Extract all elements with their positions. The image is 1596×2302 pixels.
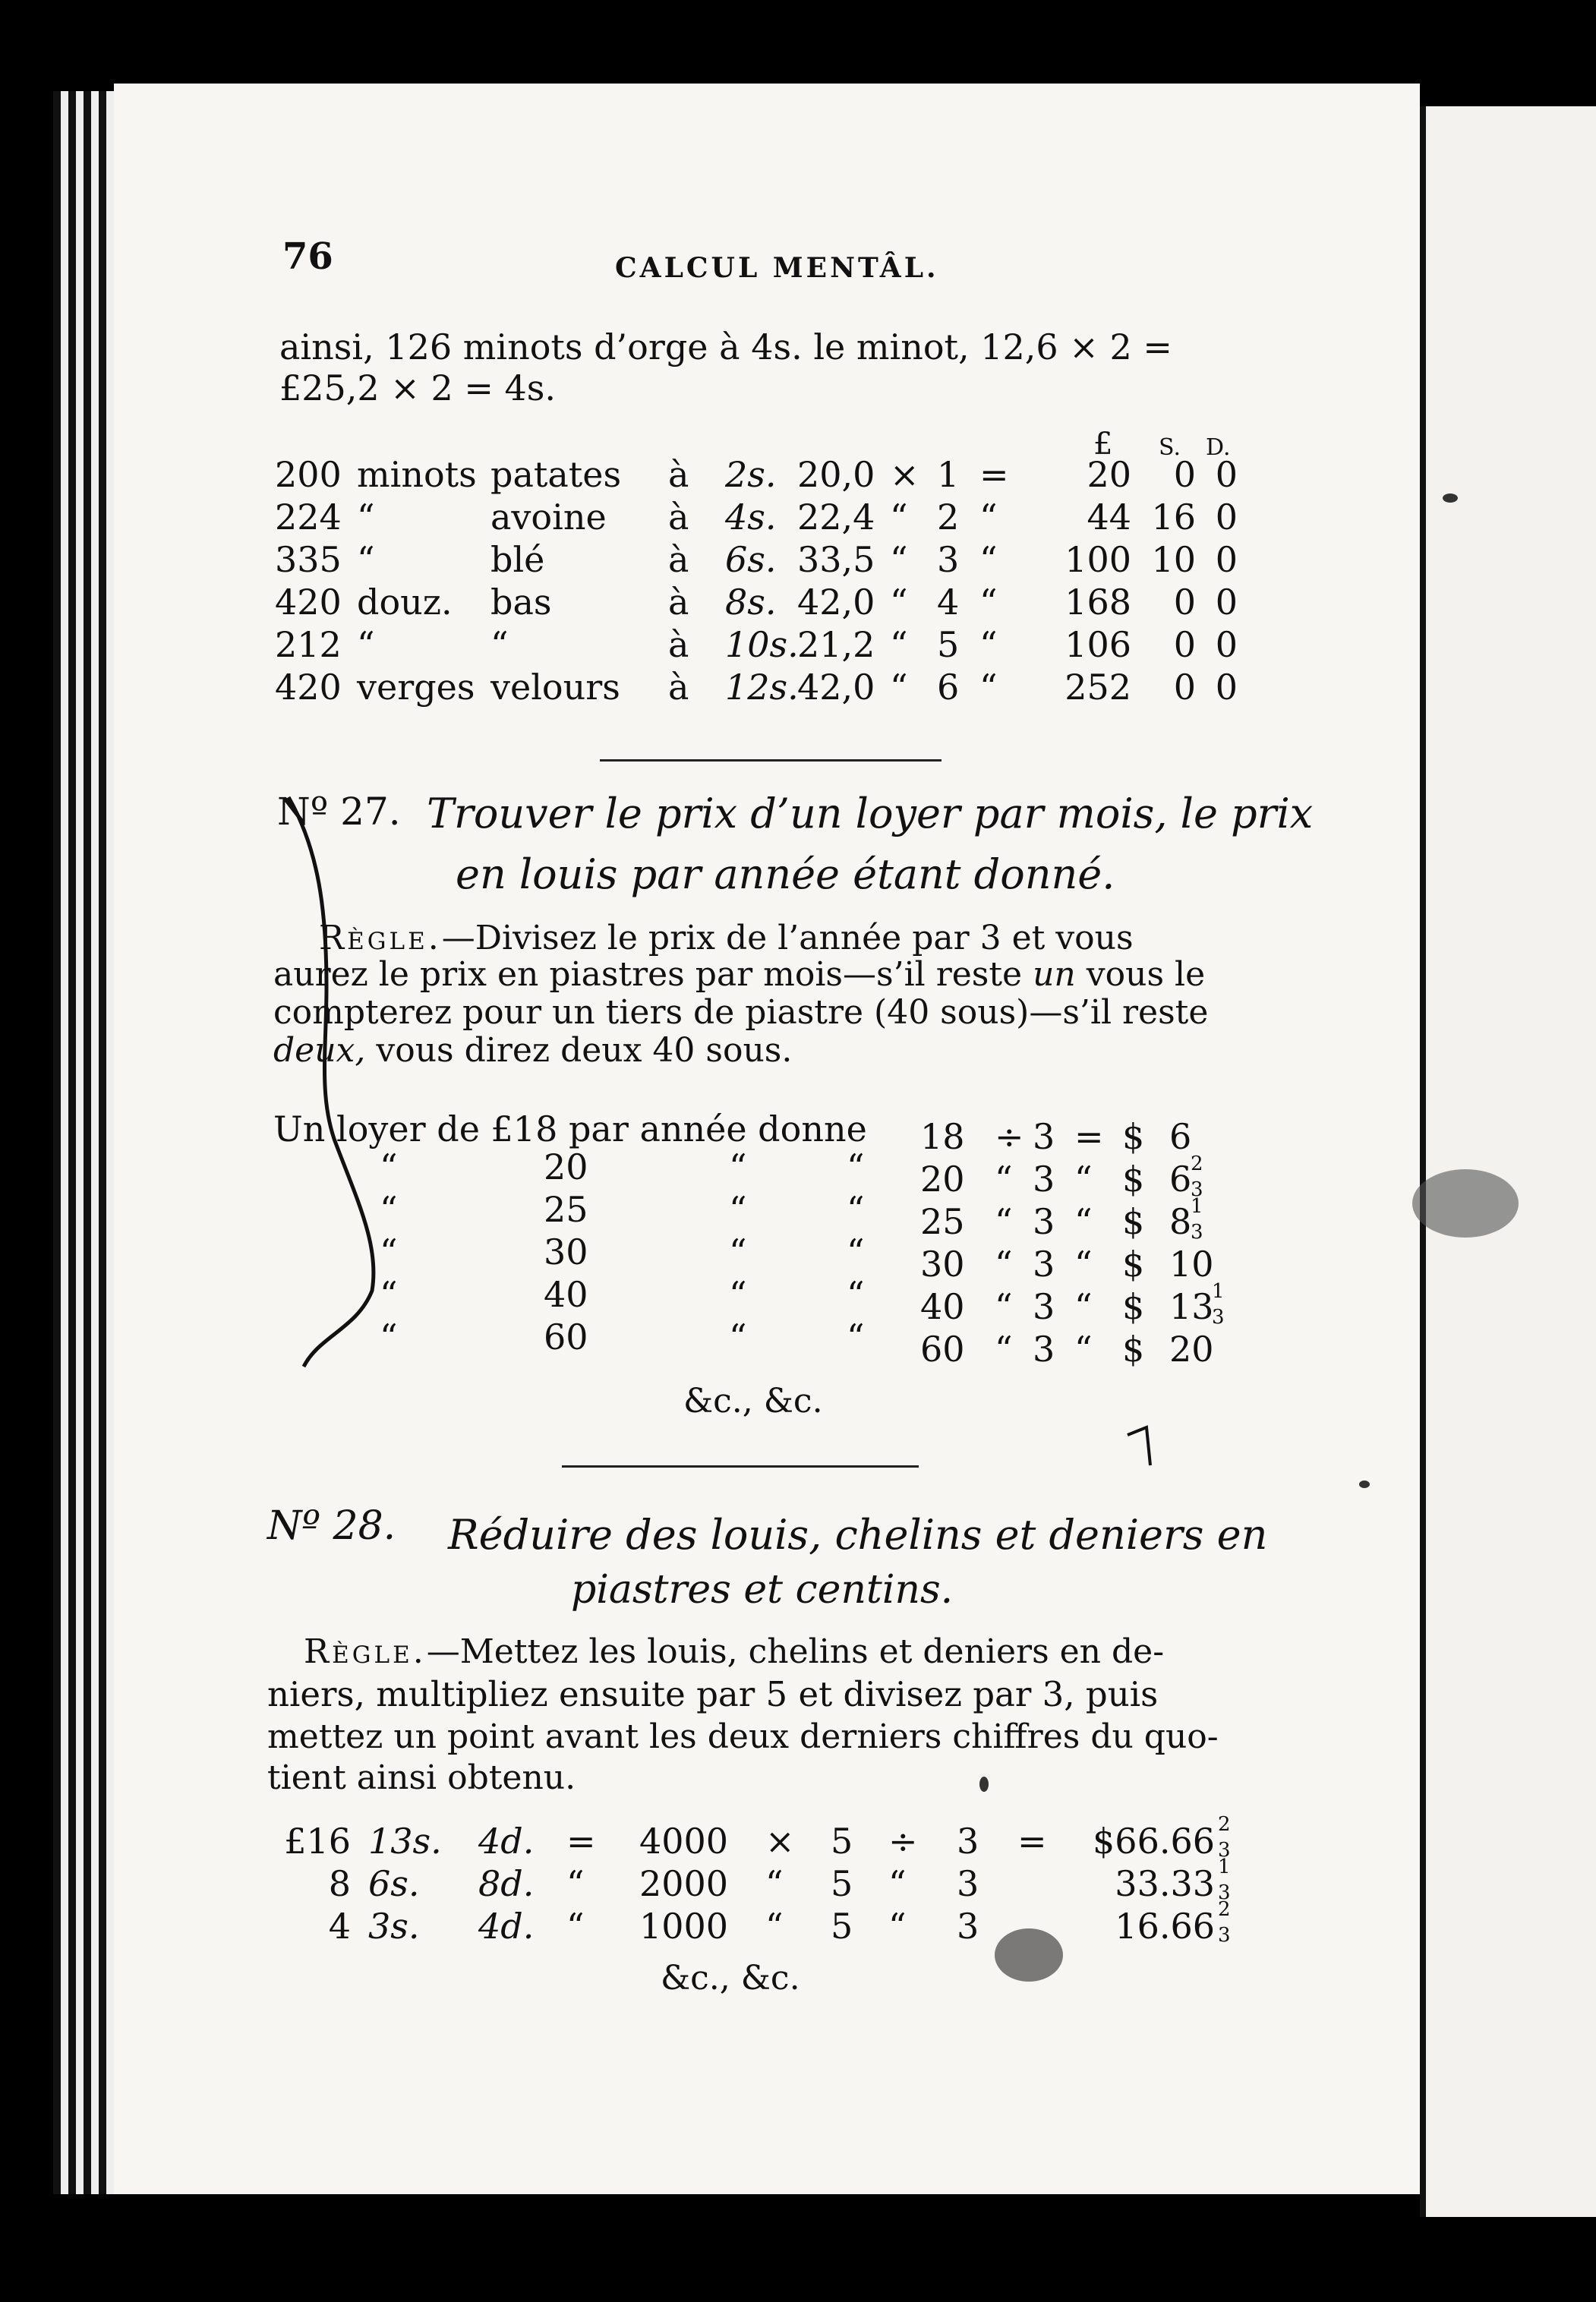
monthly-result-cell: 8 <box>1169 1201 1192 1242</box>
running-title: CALCUL MENTÂL. <box>615 252 939 284</box>
equals-cell: = <box>979 454 1009 495</box>
divisor-cell: 3 <box>957 1863 979 1904</box>
pounds-cell: 4 <box>328 1906 351 1947</box>
pence-cell: 0 <box>1215 667 1238 708</box>
quantity-cell: 212 <box>275 624 342 665</box>
price-cell: 8s. <box>725 582 777 623</box>
rent-lead-text: Un loyer de £18 par année donne <box>273 1108 867 1149</box>
column-header-shillings: S. <box>1159 434 1181 461</box>
section-28-number: Nº 28. <box>267 1503 396 1549</box>
pounds-cell: 44 <box>1087 497 1131 538</box>
rule-text: —Mettez les louis, chelins et deniers en de- <box>426 1632 1165 1671</box>
equals-cell: “ <box>979 667 998 708</box>
ditto-mark: “ <box>380 1231 398 1272</box>
equals-cell: = <box>1017 1821 1047 1862</box>
intro-line-2: £25,2 × 2 = 4s. <box>279 367 557 408</box>
fraction-numerator: 2 <box>1191 1153 1203 1175</box>
annual-rent-cell: 60 <box>920 1329 965 1370</box>
dollar-sign: $ <box>1122 1159 1145 1200</box>
ditto-mark: “ <box>847 1317 865 1358</box>
pence-cell: 0 <box>1215 497 1238 538</box>
operator-cell: “ <box>995 1159 1013 1200</box>
column-header-pence: D. <box>1206 434 1231 461</box>
section-27-title-line-1: Trouver le prix d’un loyer par mois, le prix <box>427 790 1314 837</box>
fraction-numerator: 1 <box>1218 1856 1231 1878</box>
column-header-pounds: £ <box>1093 427 1113 462</box>
pence-cell: 0 <box>1215 582 1238 623</box>
dollar-result-cell: $66.66 <box>1093 1821 1215 1862</box>
price-cell: 12s. <box>725 667 799 708</box>
equals-cell: “ <box>1074 1286 1093 1327</box>
multiplier-cell: 1 <box>937 454 960 495</box>
shillings-cell: 6s. <box>368 1863 420 1904</box>
unit-cell: “ <box>357 624 375 665</box>
pounds-cell: 106 <box>1065 624 1131 665</box>
fraction-denominator: 3 <box>1218 1924 1231 1947</box>
equals-cell: “ <box>979 539 998 580</box>
operator-cell: “ <box>890 539 908 580</box>
divisor-cell: 3 <box>1033 1286 1055 1327</box>
dollar-sign: $ <box>1122 1116 1145 1157</box>
pence-cell: 0 <box>1215 454 1238 495</box>
fraction-denominator: 3 <box>1218 1881 1231 1904</box>
divisor-cell: 3 <box>1033 1329 1055 1370</box>
quantity-cell: 200 <box>275 454 342 495</box>
calculation-cell: 22,4 <box>797 497 875 538</box>
unit-cell: “ <box>357 497 375 538</box>
equals-cell: = <box>566 1821 596 1862</box>
item-cell: blé <box>490 539 545 580</box>
equals-cell: “ <box>566 1906 585 1947</box>
calculation-cell: 42,0 <box>797 667 875 708</box>
fraction-denominator: 3 <box>1191 1178 1203 1201</box>
item-cell: “ <box>490 624 509 665</box>
ditto-mark: “ <box>729 1146 747 1187</box>
annual-rent-cell: 40 <box>920 1286 965 1327</box>
fraction-denominator: 3 <box>1212 1306 1225 1329</box>
dollar-sign: $ <box>1122 1201 1145 1242</box>
pounds-cell: 100 <box>1065 539 1131 580</box>
fraction-denominator: 3 <box>1218 1839 1231 1862</box>
operator-cell: “ <box>765 1906 784 1947</box>
operator-cell: “ <box>890 582 908 623</box>
operator-cell: “ <box>890 497 908 538</box>
calculation-cell: 33,5 <box>797 539 875 580</box>
equals-cell: “ <box>1074 1244 1093 1285</box>
ditto-mark: “ <box>729 1189 747 1230</box>
equals-cell: = <box>1074 1116 1104 1157</box>
fraction-numerator: 1 <box>1212 1280 1225 1303</box>
section-27-etc: &c., &c. <box>683 1382 823 1421</box>
equals-cell: “ <box>979 582 998 623</box>
pounds-cell: 8 <box>328 1863 351 1904</box>
amount-cell: 60 <box>544 1317 588 1358</box>
pence-cell: 4d. <box>478 1821 535 1862</box>
divisor-cell: 3 <box>1033 1201 1055 1242</box>
dollar-sign: $ <box>1122 1286 1145 1327</box>
divisor-cell: 3 <box>1033 1159 1055 1200</box>
quantity-cell: 420 <box>275 667 342 708</box>
price-cell: 4s. <box>725 497 777 538</box>
ditto-mark: “ <box>847 1146 865 1187</box>
section-28-title-line-2: piastres et centins. <box>571 1567 954 1613</box>
fraction-numerator: 2 <box>1218 1813 1231 1836</box>
amount-cell: 30 <box>544 1231 588 1272</box>
fraction-numerator: 2 <box>1218 1898 1231 1921</box>
section-27-rule-line-3: compterez pour un tiers de piastre (40 sous)—s’il reste <box>273 993 1209 1032</box>
multiplier-cell: 5 <box>831 1821 853 1862</box>
monthly-result-cell: 6 <box>1169 1116 1192 1157</box>
ditto-mark: “ <box>847 1274 865 1315</box>
preposition-cell: à <box>668 497 689 538</box>
pounds-cell: 252 <box>1065 667 1131 708</box>
monthly-result-cell: 6 <box>1169 1159 1192 1200</box>
ditto-mark: “ <box>380 1317 398 1358</box>
operator-cell: “ <box>995 1244 1013 1285</box>
rule-text: —Divisez le prix de l’année par 3 et vous <box>441 919 1134 957</box>
equals-cell: “ <box>566 1863 585 1904</box>
operator-cell: ÷ <box>995 1116 1024 1157</box>
calculation-cell: 21,2 <box>797 624 875 665</box>
unit-cell: douz. <box>357 582 453 623</box>
multiplier-cell: 5 <box>831 1906 853 1947</box>
divisor-cell: 3 <box>957 1821 979 1862</box>
pence-cell: 8d. <box>478 1863 535 1904</box>
ditto-mark: “ <box>380 1274 398 1315</box>
rule-text: aurez le prix en piastres par mois—s’il reste <box>273 955 1023 994</box>
shillings-cell: 0 <box>1173 624 1196 665</box>
rule-text: vous le <box>1086 955 1206 994</box>
pounds-cell: £16 <box>284 1821 351 1862</box>
operator-cell: “ <box>995 1286 1013 1327</box>
unit-cell: “ <box>357 539 375 580</box>
ditto-mark: “ <box>380 1146 398 1187</box>
price-cell: 2s. <box>725 454 777 495</box>
shillings-cell: 3s. <box>368 1906 420 1947</box>
item-cell: patates <box>490 454 622 495</box>
rule-text-italic: un <box>1033 955 1076 994</box>
dollar-result-cell: 33.33 <box>1115 1863 1215 1904</box>
fraction-denominator: 3 <box>1191 1221 1203 1244</box>
operator-cell: “ <box>765 1863 784 1904</box>
divisor-cell: 3 <box>957 1906 979 1947</box>
amount-cell: 40 <box>544 1274 588 1315</box>
total-pence-cell: 1000 <box>639 1906 729 1947</box>
pence-cell: 0 <box>1215 539 1238 580</box>
section-28-etc: &c., &c. <box>661 1959 800 1998</box>
operator-cell: “ <box>888 1863 907 1904</box>
item-cell: bas <box>490 582 552 623</box>
pence-cell: 4d. <box>478 1906 535 1947</box>
divisor-cell: 3 <box>1033 1116 1055 1157</box>
monthly-result-cell: 13 <box>1169 1286 1214 1327</box>
calculation-cell: 20,0 <box>797 454 875 495</box>
operator-cell: “ <box>888 1906 907 1947</box>
ditto-mark: “ <box>729 1317 747 1358</box>
monthly-result-cell: 10 <box>1169 1244 1214 1285</box>
dollar-result-cell: 16.66 <box>1115 1906 1215 1947</box>
multiplier-cell: 4 <box>937 582 960 623</box>
intro-line-1: ainsi, 126 minots d’orge à 4s. le minot, 12,6 × 2 = <box>279 326 1172 367</box>
annual-rent-cell: 18 <box>920 1116 965 1157</box>
equals-cell: “ <box>979 624 998 665</box>
calculation-cell: 42,0 <box>797 582 875 623</box>
multiplier-cell: 3 <box>937 539 960 580</box>
pounds-cell: 168 <box>1065 582 1131 623</box>
operator-cell: ÷ <box>888 1821 918 1862</box>
operator-cell: × <box>890 454 919 495</box>
quantity-cell: 335 <box>275 539 342 580</box>
item-cell: avoine <box>490 497 607 538</box>
total-pence-cell: 4000 <box>639 1821 729 1862</box>
annual-rent-cell: 20 <box>920 1159 965 1200</box>
section-28-rule-line-2: niers, multipliez ensuite par 5 et divisez par 3, puis <box>267 1674 1159 1714</box>
shillings-cell: 10 <box>1151 539 1196 580</box>
shillings-cell: 0 <box>1173 582 1196 623</box>
preposition-cell: à <box>668 667 689 708</box>
rule-label: Règle. <box>319 919 442 957</box>
multiplier-cell: 5 <box>937 624 960 665</box>
multiplier-cell: 6 <box>937 667 960 708</box>
total-pence-cell: 2000 <box>639 1863 729 1904</box>
operator-cell: × <box>765 1821 795 1862</box>
ditto-mark: “ <box>847 1231 865 1272</box>
unit-cell: verges <box>357 667 475 708</box>
quantity-cell: 224 <box>275 497 342 538</box>
operator-cell: “ <box>890 624 908 665</box>
section-28-title-line-1: Réduire des louis, chelins et deniers en <box>448 1511 1268 1559</box>
amount-cell: 20 <box>544 1146 588 1187</box>
quantity-cell: 420 <box>275 582 342 623</box>
annual-rent-cell: 30 <box>920 1244 965 1285</box>
amount-cell: 25 <box>544 1189 588 1230</box>
equals-cell: “ <box>1074 1159 1093 1200</box>
multiplier-cell: 5 <box>831 1863 853 1904</box>
pounds-cell: 20 <box>1087 454 1131 495</box>
equals-cell: “ <box>979 497 998 538</box>
price-cell: 10s. <box>725 624 799 665</box>
item-cell: velours <box>490 667 620 708</box>
operator-cell: “ <box>995 1201 1013 1242</box>
equals-cell: “ <box>1074 1329 1093 1370</box>
dollar-sign: $ <box>1122 1329 1145 1370</box>
annual-rent-cell: 25 <box>920 1201 965 1242</box>
monthly-result-cell: 20 <box>1169 1329 1214 1370</box>
shillings-cell: 0 <box>1173 454 1196 495</box>
ditto-mark: “ <box>847 1189 865 1230</box>
section-28-rule-line-3: mettez un point avant les deux derniers chiffres du quo- <box>267 1717 1219 1756</box>
fraction-numerator: 1 <box>1191 1195 1203 1218</box>
equals-cell: “ <box>1074 1201 1093 1242</box>
price-cell: 6s. <box>725 539 777 580</box>
unit-cell: minots <box>357 454 477 495</box>
operator-cell: “ <box>890 667 908 708</box>
shillings-cell: 16 <box>1151 497 1196 538</box>
shillings-cell: 0 <box>1173 667 1196 708</box>
preposition-cell: à <box>668 454 689 495</box>
rule-text-italic: deux, <box>273 1031 366 1070</box>
preposition-cell: à <box>668 582 689 623</box>
ditto-mark: “ <box>729 1274 747 1315</box>
operator-cell: “ <box>995 1329 1013 1370</box>
pence-cell: 0 <box>1215 624 1238 665</box>
page-number: 76 <box>282 235 333 278</box>
shillings-cell: 13s. <box>368 1821 442 1862</box>
dollar-sign: $ <box>1122 1244 1145 1285</box>
ditto-mark: “ <box>729 1231 747 1272</box>
section-27-number: Nº 27. <box>277 790 401 834</box>
ditto-mark: “ <box>380 1189 398 1230</box>
section-28-rule-line-4: tient ainsi obtenu. <box>267 1758 576 1797</box>
preposition-cell: à <box>668 539 689 580</box>
preposition-cell: à <box>668 624 689 665</box>
rule-text: vous direz deux 40 sous. <box>376 1031 793 1070</box>
section-27-title-line-2: en louis par année étant donné. <box>456 850 1115 898</box>
rule-label: Règle. <box>304 1632 427 1671</box>
multiplier-cell: 2 <box>937 497 960 538</box>
divisor-cell: 3 <box>1033 1244 1055 1285</box>
